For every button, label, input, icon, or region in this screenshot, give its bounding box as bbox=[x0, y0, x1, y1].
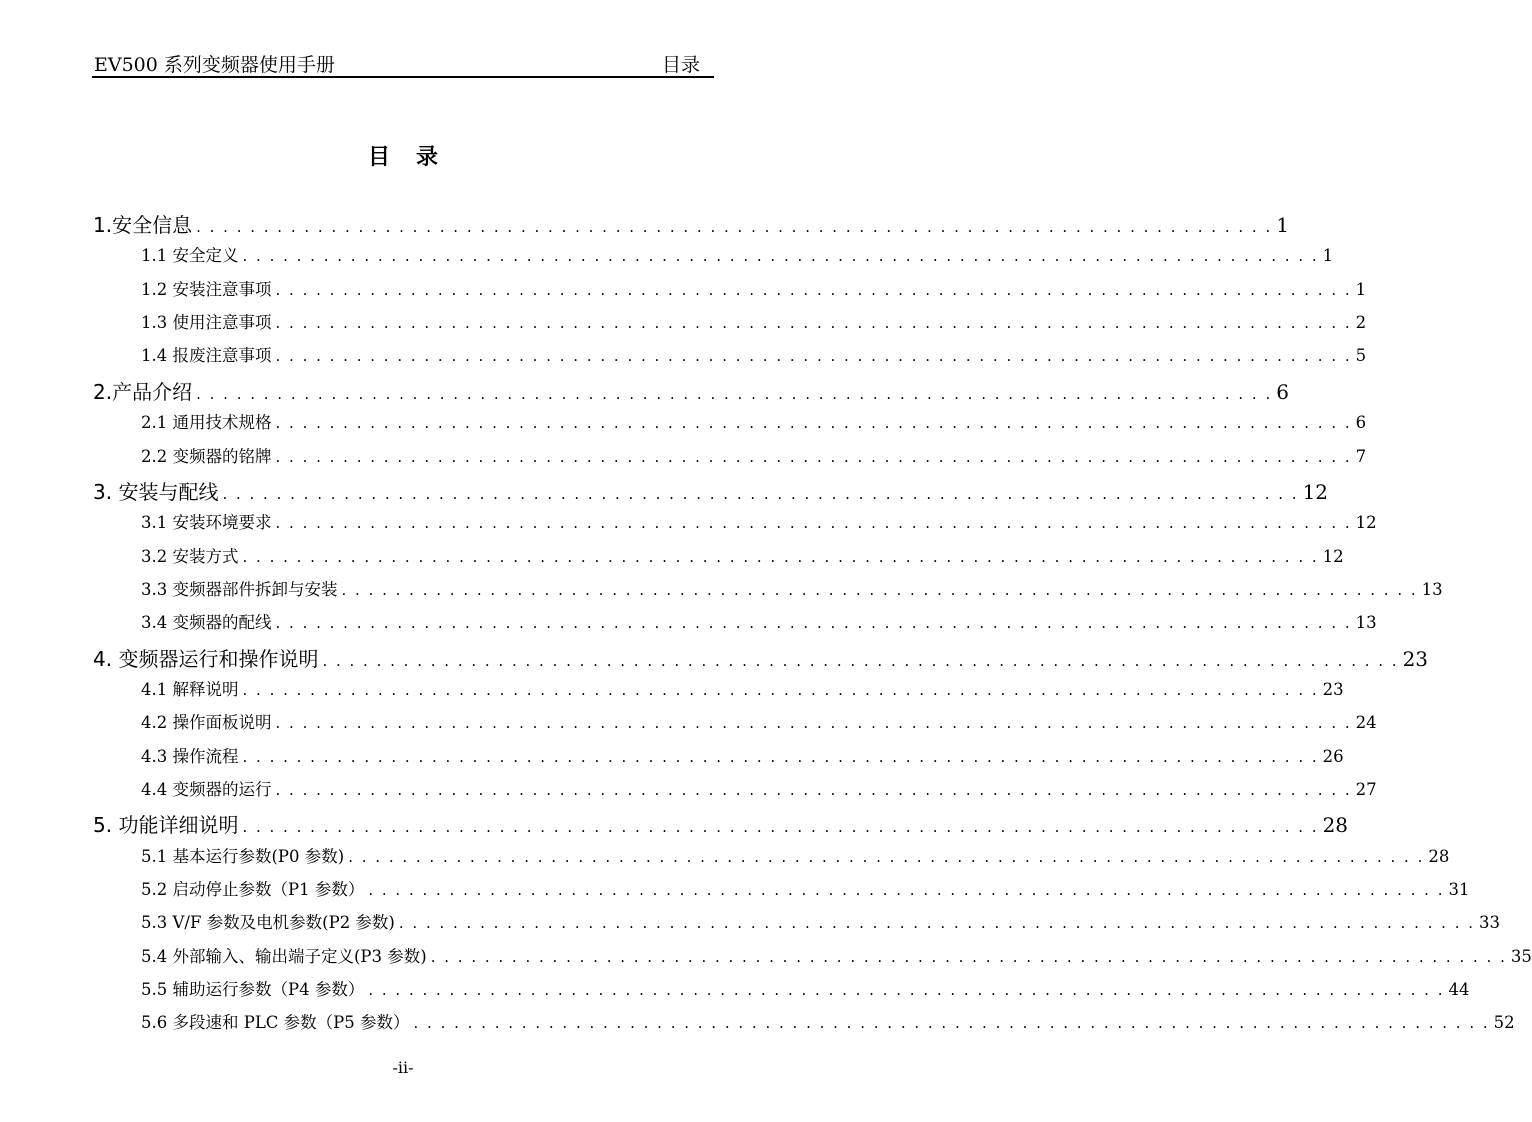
toc-entry-label: 1.1 安全定义 bbox=[141, 246, 239, 266]
toc-entry-page-number: 31 bbox=[1448, 880, 1470, 899]
toc-entry-page-number: 44 bbox=[1448, 980, 1470, 1000]
toc-leader-dots: . . . . . . . . . . . . . . . . . . . . . . . . . . . . . . . . . . . . . . . . . . . . . . . . . . . . . . . . . . . . . . . . . . . . . . . . . . . . . . . . bbox=[275, 447, 1352, 466]
toc-leader-dots: . . . . . . . . . . . . . . . . . . . . . . . . . . . . . . . . . . . . . . . . . . . . . . . . . . . . . . . . . . . . . . . . . . . . . . . . . . . . . . . . bbox=[242, 247, 1319, 266]
toc-entry-page-number: 7 bbox=[1355, 446, 1367, 466]
toc-entry-page-number: 27 bbox=[1355, 780, 1377, 799]
toc-section-entry[interactable] bbox=[141, 743, 1344, 771]
toc-chapter-entry[interactable] bbox=[93, 376, 1289, 404]
toc-section-entry[interactable] bbox=[141, 609, 1377, 637]
toc-leader-dots: . . . . . . . . . . . . . . . . . . . . . . . . . . . . . . . . . . . . . . . . . . . . . . . . . . . . . . . . . . . . . . . . . . . . . . . . . . . . . . . . bbox=[275, 514, 1352, 533]
toc-entry-label: 5. 功能详细说明 bbox=[93, 813, 239, 838]
toc-entry-label: 4.4 变频器的运行 bbox=[141, 780, 272, 799]
toc-section-entry[interactable] bbox=[141, 676, 1344, 704]
toc-entry-label: 3.1 安装环境要求 bbox=[141, 513, 272, 533]
toc-chapter-entry[interactable] bbox=[93, 809, 1349, 838]
toc-entry-page-number: 28 bbox=[1428, 846, 1450, 866]
toc-title-char-2: 录 bbox=[416, 145, 439, 170]
toc-entry-label: 2.2 变频器的铭牌 bbox=[141, 446, 272, 466]
toc-section-entry[interactable] bbox=[141, 242, 1334, 270]
toc-entry-page-number: 1 bbox=[1355, 279, 1367, 299]
toc-leader-dots: . . . . . . . . . . . . . . . . . . . . . . . . . . . . . . . . . . . . . . . . . . . . . . . . . . . . . . . . . . . . . . . . . . . . . . . . . . . . . . . . bbox=[275, 280, 1352, 299]
page-header bbox=[92, 50, 714, 78]
toc-entry-label: 3.3 变频器部件拆卸与安装 bbox=[141, 579, 338, 599]
toc-leader-dots: . . . . . . . . . . . . . . . . . . . . . . . . . . . . . . . . . . . . . . . . . . . . . . . . . . . . . . . . . . . . . . . . . . . . . . . . . . . . . . . . bbox=[275, 314, 1352, 333]
toc-entry-label: 1.3 使用注意事项 bbox=[141, 313, 272, 333]
toc-entry-page-number: 6 bbox=[1276, 379, 1289, 404]
toc-section-entry[interactable] bbox=[141, 509, 1377, 537]
toc-entry-page-number: 33 bbox=[1479, 913, 1500, 933]
toc-entry-label: 5.1 基本运行参数(P0 参数) bbox=[141, 846, 345, 866]
toc-entry-label: 4.3 操作流程 bbox=[141, 746, 239, 766]
toc-leader-dots: . . . . . . . . . . . . . . . . . . . . . . . . . . . . . . . . . . . . . . . . . . . . . . . . . . . . . . . . . . . . . . . . . . . . . . . . . . . . . . . . bbox=[275, 414, 1352, 433]
toc-leader-dots: . . . . . . . . . . . . . . . . . . . . . . . . . . . . . . . . . . . . . . . . . . . . . . . . . . . . . . . . . . . . . . . . . . . . . . . . . . . . . . . . bbox=[242, 547, 1319, 566]
toc-entry-page-number: 12 bbox=[1302, 479, 1329, 504]
toc-title-char-1: 目 bbox=[367, 145, 390, 170]
toc-section-entry[interactable] bbox=[141, 443, 1367, 471]
toc-leader-dots: . . . . . . . . . . . . . . . . . . . . . . . . . . . . . . . . . . . . . . . . . . . . . . . . . . . . . . . . . . . . . . . . . . . . . . . . . . . . . . . . bbox=[242, 747, 1319, 766]
toc-leader-dots: . . . . . . . . . . . . . . . . . . . . . . . . . . . . . . . . . . . . . . . . . . . . . . . . . . . . . . . . . . . . . . . . . . . . . . . . . . . . . . . . bbox=[368, 881, 1445, 899]
toc-section-entry[interactable] bbox=[141, 543, 1344, 571]
toc-leader-dots: . . . . . . . . . . . . . . . . . . . . . . . . . . . . . . . . . . . . . . . . . . . . . . . . . . . . . . . . . . . . . . . . . . . . . . . . . . . . . . . . bbox=[430, 947, 1507, 966]
toc-leader-dots: . . . . . . . . . . . . . . . . . . . . . . . . . . . . . . . . . . . . . . . . . . . . . . . . . . . . . . . . . . . . . . . . . . . . . . . . . . . . . . . . bbox=[222, 484, 1299, 503]
toc-entry-page-number: 24 bbox=[1355, 713, 1377, 733]
header-section-name: 目录 bbox=[661, 54, 700, 76]
toc-chapter-entry[interactable] bbox=[93, 476, 1329, 504]
toc-leader-dots: . . . . . . . . . . . . . . . . . . . . . . . . . . . . . . . . . . . . . . . . . . . . . . . . . . . . . . . . . . . . . . . . . . . . . . . . . . . . . . . . bbox=[275, 347, 1352, 366]
toc-entry-label: 4.1 解释说明 bbox=[141, 679, 239, 699]
toc-entry-label: 5.2 启动停止参数（P1 参数） bbox=[141, 880, 365, 899]
toc-section-entry[interactable] bbox=[141, 776, 1377, 804]
toc-entry-label: 5.4 外部输入、输出端子定义(P3 参数) bbox=[141, 946, 427, 966]
toc-section-entry[interactable] bbox=[141, 909, 1500, 937]
toc-entry-label: 1.2 安装注意事项 bbox=[141, 279, 272, 299]
toc-entry-page-number: 12 bbox=[1355, 513, 1377, 533]
toc-chapter-entry[interactable] bbox=[93, 209, 1289, 237]
toc-entry-page-number: 13 bbox=[1355, 613, 1377, 633]
toc-section-entry[interactable] bbox=[141, 309, 1367, 337]
toc-entry-page-number: 1 bbox=[1276, 213, 1289, 237]
toc-leader-dots: . . . . . . . . . . . . . . . . . . . . . . . . . . . . . . . . . . . . . . . . . . . . . . . . . . . . . . . . . . . . . . . . . . . . . . . . . . . . . . . . bbox=[413, 1014, 1490, 1033]
toc-entry-page-number: 28 bbox=[1322, 813, 1349, 838]
toc-entry-page-number: 1 bbox=[1322, 246, 1334, 266]
toc-leader-dots: . . . . . . . . . . . . . . . . . . . . . . . . . . . . . . . . . . . . . . . . . . . . . . . . . . . . . . . . . . . . . . . . . . . . . . . . . . . . . . . . bbox=[275, 714, 1352, 733]
toc-entry-label: 4.2 操作面板说明 bbox=[141, 713, 272, 733]
toc-section-entry[interactable] bbox=[141, 709, 1377, 737]
toc-entry-label: 3.2 安装方式 bbox=[141, 546, 239, 566]
toc-entry-label: 5.3 V/F 参数及电机参数(P2 参数) bbox=[141, 913, 395, 933]
toc-entry-page-number: 5 bbox=[1355, 346, 1367, 366]
toc-leader-dots: . . . . . . . . . . . . . . . . . . . . . . . . . . . . . . . . . . . . . . . . . . . . . . . . . . . . . . . . . . . . . . . . . . . . . . . . . . . . . . . . bbox=[322, 651, 1399, 670]
toc-entry-label: 2.产品介绍 bbox=[93, 379, 193, 404]
toc-leader-dots: . . . . . . . . . . . . . . . . . . . . . . . . . . . . . . . . . . . . . . . . . . . . . . . . . . . . . . . . . . . . . . . . . . . . . . . . . . . . . . . . bbox=[196, 218, 1273, 236]
toc-entry-page-number: 23 bbox=[1402, 646, 1429, 671]
toc-entry-label: 2.1 通用技术规格 bbox=[141, 413, 272, 433]
toc-section-entry[interactable] bbox=[141, 342, 1367, 370]
toc-entry-page-number: 26 bbox=[1322, 746, 1344, 766]
toc-title bbox=[0, 140, 806, 171]
toc-entry-page-number: 13 bbox=[1421, 579, 1443, 599]
toc-entry-label: 1.安全信息 bbox=[93, 213, 193, 237]
toc-section-entry[interactable] bbox=[141, 409, 1367, 437]
toc-leader-dots: . . . . . . . . . . . . . . . . . . . . . . . . . . . . . . . . . . . . . . . . . . . . . . . . . . . . . . . . . . . . . . . . . . . . . . . . . . . . . . . . bbox=[196, 384, 1273, 403]
toc-section-entry[interactable] bbox=[141, 843, 1450, 871]
toc-entry-page-number: 23 bbox=[1322, 679, 1344, 699]
toc-section-entry[interactable] bbox=[141, 1009, 1515, 1037]
toc-entry-label: 3.4 变频器的配线 bbox=[141, 613, 272, 633]
toc-entry-page-number: 6 bbox=[1355, 413, 1367, 433]
toc-leader-dots: . . . . . . . . . . . . . . . . . . . . . . . . . . . . . . . . . . . . . . . . . . . . . . . . . . . . . . . . . . . . . . . . . . . . . . . . . . . . . . . . bbox=[242, 680, 1319, 699]
toc-leader-dots: . . . . . . . . . . . . . . . . . . . . . . . . . . . . . . . . . . . . . . . . . . . . . . . . . . . . . . . . . . . . . . . . . . . . . . . . . . . . . . . . bbox=[398, 914, 1475, 933]
toc-section-entry[interactable] bbox=[141, 976, 1470, 1004]
toc-leader-dots: . . . . . . . . . . . . . . . . . . . . . . . . . . . . . . . . . . . . . . . . . . . . . . . . . . . . . . . . . . . . . . . . . . . . . . . . . . . . . . . . bbox=[275, 781, 1352, 799]
toc-entry-label: 5.5 辅助运行参数（P4 参数） bbox=[141, 980, 365, 1000]
toc-chapter-entry[interactable] bbox=[93, 643, 1429, 671]
toc-entry-page-number: 35 bbox=[1510, 946, 1532, 966]
toc-entry-page-number: 12 bbox=[1322, 546, 1344, 566]
toc-leader-dots: . . . . . . . . . . . . . . . . . . . . . . . . . . . . . . . . . . . . . . . . . . . . . . . . . . . . . . . . . . . . . . . . . . . . . . . . . . . . . . . . bbox=[368, 981, 1445, 1000]
toc-entry-label: 5.6 多段速和 PLC 参数（P5 参数） bbox=[141, 1013, 410, 1033]
toc-entry-page-number: 2 bbox=[1355, 313, 1367, 333]
page-number-footer: -ii- bbox=[392, 1058, 414, 1077]
toc-entry-label: 1.4 报废注意事项 bbox=[141, 346, 272, 366]
toc-leader-dots: . . . . . . . . . . . . . . . . . . . . . . . . . . . . . . . . . . . . . . . . . . . . . . . . . . . . . . . . . . . . . . . . . . . . . . . . . . . . . . . . bbox=[341, 580, 1418, 599]
toc-leader-dots: . . . . . . . . . . . . . . . . . . . . . . . . . . . . . . . . . . . . . . . . . . . . . . . . . . . . . . . . . . . . . . . . . . . . . . . . . . . . . . . . bbox=[348, 847, 1425, 866]
toc-leader-dots: . . . . . . . . . . . . . . . . . . . . . . . . . . . . . . . . . . . . . . . . . . . . . . . . . . . . . . . . . . . . . . . . . . . . . . . . . . . . . . . . bbox=[275, 614, 1352, 633]
toc-section-entry[interactable] bbox=[141, 876, 1470, 904]
toc-section-entry[interactable] bbox=[141, 276, 1367, 304]
toc-entry-label: 3. 安装与配线 bbox=[93, 479, 219, 504]
toc-entry-page-number: 52 bbox=[1493, 1013, 1515, 1033]
toc-entry-label: 4. 变频器运行和操作说明 bbox=[93, 646, 319, 671]
toc-section-entry[interactable] bbox=[141, 943, 1532, 971]
toc-section-entry[interactable] bbox=[141, 576, 1443, 604]
header-manual-title: EV500 系列变频器使用手册 bbox=[94, 54, 335, 76]
toc-leader-dots: . . . . . . . . . . . . . . . . . . . . . . . . . . . . . . . . . . . . . . . . . . . . . . . . . . . . . . . . . . . . . . . . . . . . . . . . . . . . . . . . bbox=[242, 818, 1319, 837]
